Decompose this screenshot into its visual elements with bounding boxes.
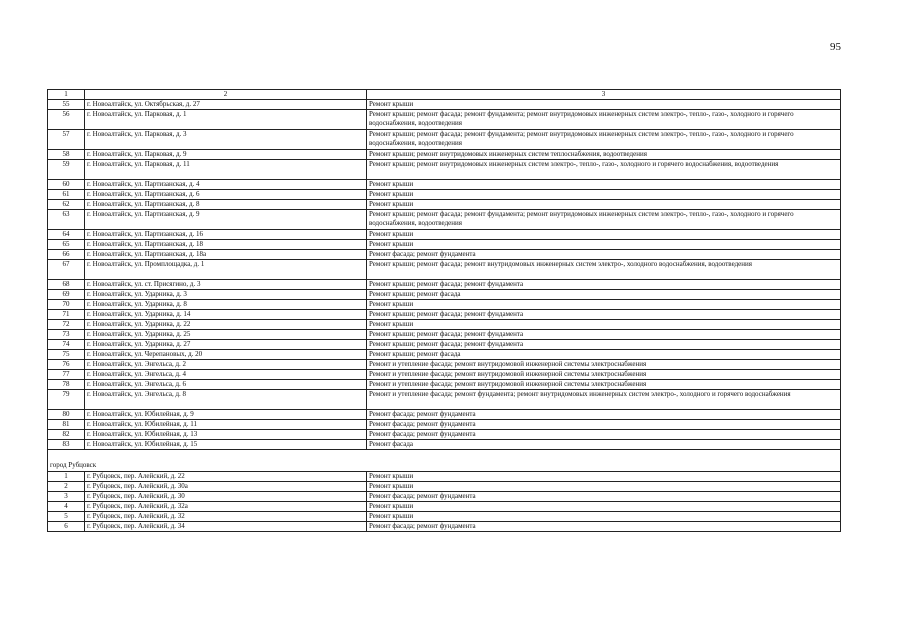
table-row: [48, 160, 841, 180]
table-row: [48, 310, 841, 320]
table-row: [48, 502, 841, 512]
work-description-cell: Ремонт крыши; ремонт фасада; ремонт внутридомовых инженерных систем электро-, холодного водоснабжения, водоотведения: [367, 260, 841, 280]
address-cell: г. Новоалтайск, ул. Парковая, д. 9: [85, 150, 367, 160]
address-cell: г. Новоалтайск, ул. Парковая, д. 3: [85, 130, 367, 150]
row-number-cell: 78: [48, 380, 85, 390]
work-description-cell: Ремонт и утепление фасада; ремонт фундамента; ремонт внутридомовых инженерных систем электро-, холодного и горячего водоснабжения: [367, 390, 841, 410]
row-number-cell: 3: [48, 492, 85, 502]
row-number-cell: 83: [48, 440, 85, 450]
work-description-cell: Ремонт крыши; ремонт фасада; ремонт фундамента: [367, 330, 841, 340]
address-cell: г. Рубцовск, пер. Алейский, д. 30а: [85, 482, 367, 492]
table-row: [48, 210, 841, 230]
address-cell: г. Новоалтайск, ул. Юбилейная, д. 11: [85, 420, 367, 430]
address-cell: г. Новоалтайск, ул. Партизанская, д. 18: [85, 240, 367, 250]
address-cell: г. Новоалтайск, ул. Юбилейная, д. 15: [85, 440, 367, 450]
address-cell: г. Новоалтайск, ул. Ударника, д. 3: [85, 290, 367, 300]
work-description-cell: Ремонт крыши; ремонт фасада: [367, 290, 841, 300]
work-description-cell: Ремонт фасада; ремонт фундамента: [367, 492, 841, 502]
row-number-cell: 82: [48, 430, 85, 440]
work-description-cell: Ремонт фасада; ремонт фундамента: [367, 430, 841, 440]
row-number-cell: 56: [48, 110, 85, 130]
address-cell: г. Новоалтайск, ул. Ударника, д. 22: [85, 320, 367, 330]
row-number-cell: 62: [48, 200, 85, 210]
row-number-cell: 58: [48, 150, 85, 160]
header-cell-3: 3: [367, 90, 841, 100]
table-row: [48, 492, 841, 502]
work-description-cell: Ремонт крыши: [367, 230, 841, 240]
table-row: [48, 390, 841, 410]
table-row: [48, 360, 841, 370]
work-description-cell: Ремонт крыши: [367, 512, 841, 522]
table-row: [48, 200, 841, 210]
row-number-cell: 77: [48, 370, 85, 380]
address-cell: г. Рубцовск, пер. Алейский, д. 32: [85, 512, 367, 522]
address-cell: г. Новоалтайск, ул. Октябрьская, д. 27: [85, 100, 367, 110]
table-row: [48, 440, 841, 450]
work-description-cell: Ремонт фасада; ремонт фундамента: [367, 250, 841, 260]
address-cell: г. Новоалтайск, ул. Партизанская, д. 4: [85, 180, 367, 190]
repair-table: [47, 89, 841, 532]
row-number-cell: 69: [48, 290, 85, 300]
row-number-cell: 60: [48, 180, 85, 190]
work-description-cell: Ремонт крыши: [367, 180, 841, 190]
table-row: [48, 420, 841, 430]
address-cell: г. Новоалтайск, ул. Энгельса, д. 8: [85, 390, 367, 410]
work-description-cell: Ремонт и утепление фасада; ремонт внутридомовой инженерной системы электроснабжения: [367, 380, 841, 390]
table-header-row: [48, 90, 841, 100]
table-row: [48, 482, 841, 492]
address-cell: г. Новоалтайск, ул. Энгельса, д. 2: [85, 360, 367, 370]
work-description-cell: Ремонт и утепление фасада; ремонт внутридомовой инженерной системы электроснабжения: [367, 370, 841, 380]
work-description-cell: Ремонт крыши: [367, 502, 841, 512]
row-number-cell: 76: [48, 360, 85, 370]
address-cell: г. Новоалтайск, ул. Ударника, д. 8: [85, 300, 367, 310]
row-number-cell: 73: [48, 330, 85, 340]
table-row: [48, 260, 841, 280]
row-number-cell: 1: [48, 472, 85, 482]
work-description-cell: Ремонт крыши; ремонт фасада; ремонт фундамента: [367, 340, 841, 350]
address-cell: г. Новоалтайск, ул. Промплощадка, д. 1: [85, 260, 367, 280]
row-number-cell: 72: [48, 320, 85, 330]
address-cell: г. Рубцовск, пер. Алейский, д. 32а: [85, 502, 367, 512]
row-number-cell: 75: [48, 350, 85, 360]
table-row: [48, 472, 841, 482]
row-number-cell: 6: [48, 522, 85, 532]
work-description-cell: Ремонт крыши; ремонт фасада: [367, 350, 841, 360]
section-row: [48, 450, 841, 472]
address-cell: г. Рубцовск, пер. Алейский, д. 30: [85, 492, 367, 502]
work-description-cell: Ремонт крыши; ремонт внутридомовых инженерных систем теплоснабжения, водоотведения: [367, 150, 841, 160]
address-cell: г. Новоалтайск, ул. Парковая, д. 1: [85, 110, 367, 130]
row-number-cell: 74: [48, 340, 85, 350]
table-row: [48, 320, 841, 330]
address-cell: г. Новоалтайск, ул. Ударника, д. 25: [85, 330, 367, 340]
work-description-cell: Ремонт крыши; ремонт внутридомовых инженерных систем электро-, тепло-, газо-, холодного и горячего водоснабжения, водоотведения: [367, 160, 841, 180]
table-row: [48, 280, 841, 290]
row-number-cell: 63: [48, 210, 85, 230]
row-number-cell: 2: [48, 482, 85, 492]
table-row: [48, 250, 841, 260]
header-cell-2: 2: [85, 90, 367, 100]
address-cell: г. Новоалтайск, ул. Парковая, д. 11: [85, 160, 367, 180]
work-description-cell: Ремонт крыши; ремонт фасада; ремонт фундамента: [367, 310, 841, 320]
address-cell: г. Новоалтайск, ул. Черепановых, д. 20: [85, 350, 367, 360]
work-description-cell: Ремонт фасада: [367, 440, 841, 450]
work-description-cell: Ремонт крыши: [367, 200, 841, 210]
table-row: [48, 240, 841, 250]
work-description-cell: Ремонт крыши: [367, 320, 841, 330]
address-cell: г. Новоалтайск, ул. Ударника, д. 14: [85, 310, 367, 320]
work-description-cell: Ремонт крыши: [367, 482, 841, 492]
work-description-cell: Ремонт крыши: [367, 472, 841, 482]
work-description-cell: Ремонт крыши; ремонт фасада; ремонт фундамента; ремонт внутридомовых инженерных систем электро-, тепло-, газо-, холодного и горячего водоснабжения, водоотведения: [367, 210, 841, 230]
row-number-cell: 67: [48, 260, 85, 280]
page-number: 95: [830, 41, 841, 53]
row-number-cell: 4: [48, 502, 85, 512]
work-description-cell: Ремонт крыши: [367, 100, 841, 110]
table-row: [48, 370, 841, 380]
work-description-cell: Ремонт и утепление фасада; ремонт внутридомовой инженерной системы электроснабжения: [367, 360, 841, 370]
table-row: [48, 130, 841, 150]
row-number-cell: 71: [48, 310, 85, 320]
table-row: [48, 350, 841, 360]
address-cell: г. Новоалтайск, ул. Юбилейная, д. 13: [85, 430, 367, 440]
address-cell: г. Рубцовск, пер. Алейский, д. 34: [85, 522, 367, 532]
row-number-cell: 61: [48, 190, 85, 200]
work-description-cell: Ремонт крыши; ремонт фасада; ремонт фундамента; ремонт внутридомовых инженерных систем электро-, тепло-, газо-, холодного и горячего водоснабжения, водоотведения: [367, 130, 841, 150]
address-cell: г. Рубцовск, пер. Алейский, д. 22: [85, 472, 367, 482]
table-row: [48, 380, 841, 390]
row-number-cell: 57: [48, 130, 85, 150]
work-description-cell: Ремонт фасада; ремонт фундамента: [367, 522, 841, 532]
address-cell: г. Новоалтайск, ул. Энгельса, д. 4: [85, 370, 367, 380]
address-cell: г. Новоалтайск, ул. ст. Присягино, д. 3: [85, 280, 367, 290]
work-description-cell: Ремонт фасада; ремонт фундамента: [367, 420, 841, 430]
work-description-cell: Ремонт крыши: [367, 300, 841, 310]
address-cell: г. Новоалтайск, ул. Юбилейная, д. 9: [85, 410, 367, 420]
work-description-cell: Ремонт крыши: [367, 190, 841, 200]
address-cell: г. Новоалтайск, ул. Партизанская, д. 16: [85, 230, 367, 240]
row-number-cell: 68: [48, 280, 85, 290]
table-row: [48, 430, 841, 440]
row-number-cell: 80: [48, 410, 85, 420]
section-title: город Рубцовск: [48, 450, 841, 472]
address-cell: г. Новоалтайск, ул. Энгельса, д. 6: [85, 380, 367, 390]
table-row: [48, 100, 841, 110]
row-number-cell: 59: [48, 160, 85, 180]
table-row: [48, 230, 841, 240]
table-row: [48, 180, 841, 190]
table-body: [48, 90, 841, 532]
table-row: [48, 330, 841, 340]
header-cell-1: 1: [48, 90, 85, 100]
table-row: [48, 290, 841, 300]
row-number-cell: 64: [48, 230, 85, 240]
work-description-cell: Ремонт фасада; ремонт фундамента: [367, 410, 841, 420]
table-row: [48, 410, 841, 420]
table-row: [48, 190, 841, 200]
address-cell: г. Новоалтайск, ул. Партизанская, д. 18а: [85, 250, 367, 260]
work-description-cell: Ремонт крыши; ремонт фасада; ремонт фундамента; ремонт внутридомовых инженерных систем электро-, тепло-, газо-, холодного и горячего водоснабжения, водоотведения: [367, 110, 841, 130]
table-row: [48, 150, 841, 160]
row-number-cell: 79: [48, 390, 85, 410]
address-cell: г. Новоалтайск, ул. Ударника, д. 27: [85, 340, 367, 350]
table-row: [48, 110, 841, 130]
work-description-cell: Ремонт крыши; ремонт фасада; ремонт фундамента: [367, 280, 841, 290]
address-cell: г. Новоалтайск, ул. Партизанская, д. 9: [85, 210, 367, 230]
table-row: [48, 512, 841, 522]
row-number-cell: 65: [48, 240, 85, 250]
row-number-cell: 55: [48, 100, 85, 110]
row-number-cell: 81: [48, 420, 85, 430]
work-description-cell: Ремонт крыши: [367, 240, 841, 250]
row-number-cell: 70: [48, 300, 85, 310]
row-number-cell: 5: [48, 512, 85, 522]
table-row: [48, 300, 841, 310]
table-row: [48, 340, 841, 350]
address-cell: г. Новоалтайск, ул. Партизанская, д. 8: [85, 200, 367, 210]
row-number-cell: 66: [48, 250, 85, 260]
address-cell: г. Новоалтайск, ул. Партизанская, д. 6: [85, 190, 367, 200]
table-row: [48, 522, 841, 532]
